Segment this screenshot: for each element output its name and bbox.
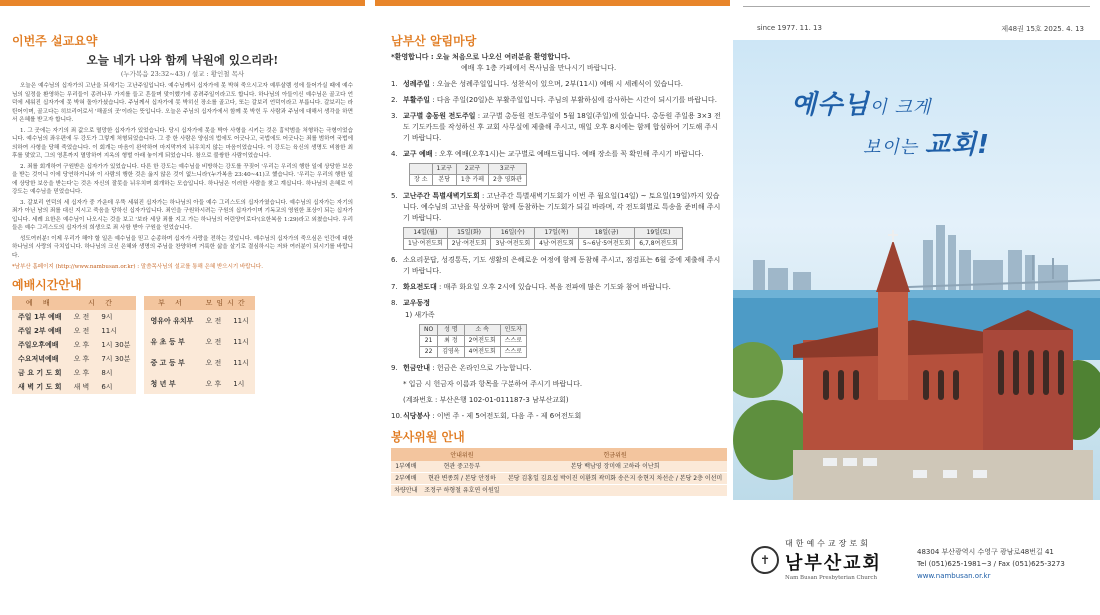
- table-cell: 오 전: [73, 313, 90, 321]
- item-body: [403, 282, 671, 293]
- table-cell: 오 후: [205, 379, 222, 388]
- table-cell: 3교구: [489, 164, 527, 175]
- district-place-table: [409, 163, 527, 186]
- table-cell: 현관 변종희 / 본당 안정하: [421, 473, 504, 485]
- welcome-notice: [391, 52, 722, 74]
- item-heading: 교우동정: [403, 299, 431, 307]
- news-section-title: 남부산 알림마당: [391, 34, 477, 48]
- issue-date: 제48권 15호 2025. 4. 13: [1001, 25, 1084, 33]
- item-body: [403, 379, 582, 390]
- top-rule: [743, 6, 1090, 7]
- table-cell: 새 벽: [73, 383, 90, 391]
- table-row: [12, 310, 136, 324]
- slogan-line-2: [863, 124, 990, 161]
- announcement-item: [391, 363, 722, 374]
- table-header: 헌금위원: [503, 448, 727, 461]
- item-heading: 식당봉사: [403, 412, 431, 420]
- announcement-item: [391, 298, 722, 309]
- church-identity: [751, 538, 882, 581]
- table-row: [420, 336, 527, 347]
- item-text: : 교구별 총동원 전도주일이 5월 18일(주일)에 있습니다. 총동원 주일용 3×3 전도 기도카드를 작성하신 후 교회 사무실에 제출해 주시고, 매일 오후 8시에는 함께 합심하여 기도해 주시기 바랍니다.: [403, 112, 721, 142]
- table-cell: 8시: [101, 369, 113, 377]
- table-cell: 본당: [432, 175, 456, 186]
- volunteers-section-title: 봉사위원 안내: [391, 430, 465, 444]
- table-row: [391, 461, 727, 473]
- address: 48304 부산광역시 수영구 광남로48번길 41: [917, 548, 1054, 556]
- announcement-item: [391, 149, 722, 160]
- sermon-title: 오늘 네가 나와 함께 낙원에 있으리라!: [86, 53, 279, 67]
- item-number: 8.: [391, 299, 398, 307]
- church-logo-icon: ✝: [751, 546, 779, 574]
- table-cell: 2여전도회: [464, 336, 500, 347]
- announcement-item: [391, 79, 722, 90]
- table-cell: 차량안내: [391, 485, 421, 497]
- table-cell: 성 명: [438, 325, 464, 336]
- website-link[interactable]: www.nambusan.or.kr: [917, 572, 991, 580]
- table-header: 안내위원: [421, 448, 504, 461]
- item-text: : 다음 주일(20일)은 부활주일입니다. 주님의 부활하심에 감사하는 시간이 되시기를 바랍니다.: [430, 96, 717, 104]
- table-cell: 1층 카페: [456, 175, 488, 186]
- table-cell: 1시: [233, 379, 245, 388]
- slogan-word: 예수님: [791, 90, 870, 120]
- table-cell: 14일(월): [404, 228, 448, 239]
- table-cell: 16일(수): [491, 228, 535, 239]
- table-cell: 1시 30분: [101, 341, 131, 349]
- table-cell: 2남·여전도회: [447, 239, 491, 250]
- sermon-section-title: 이번주 설교요약: [12, 34, 98, 48]
- welcome-line-2: 예배 후 1층 카페에서 목사님을 만나시기 바랍니다.: [461, 64, 617, 72]
- table-header: 예 배: [12, 296, 68, 310]
- table-cell: 인도자: [500, 325, 526, 336]
- table-row: [12, 338, 136, 352]
- table-cell: 1남·여전도회: [404, 239, 448, 250]
- item-number: 7.: [391, 283, 398, 291]
- slogan-word: 이 크게: [869, 97, 932, 118]
- item-text: : 고난주간 특별새벽기도회가 이번 주 월요일(14일) ~ 토요일(19일)까지 있습니다. 예수님의 고난을 묵상하며 함께 동참하는 기도회가 되길 바라며, 각 전도회별로 특송을 준비해 주시기 바랍니다.: [403, 192, 721, 222]
- item-number: 3.: [391, 112, 398, 120]
- newcomer-table: [419, 324, 527, 358]
- item-text: * 입금 시 헌금자 이름과 항목을 구분하여 주시기 바랍니다.: [403, 380, 583, 388]
- item-number: 10.: [391, 412, 403, 420]
- table-cell: 11시: [233, 337, 249, 346]
- denomination: 대한예수교장로회: [785, 539, 871, 548]
- item-heading: 부활주일: [403, 96, 431, 104]
- table-cell: 수요저녁예배: [18, 355, 59, 363]
- item-body: [403, 411, 581, 422]
- table-cell: 오 후: [73, 355, 90, 363]
- since-date: since 1977. 11. 13: [757, 24, 822, 32]
- table-cell: NO: [420, 325, 438, 336]
- table-cell: 6,7,8여전도회: [635, 239, 682, 250]
- table-cell: 주일오후예배: [18, 341, 59, 349]
- table-row: [144, 331, 254, 352]
- table-cell: 금 요 기 도 회: [18, 369, 62, 377]
- table-row: [144, 310, 254, 331]
- department-times-table: [144, 296, 254, 394]
- sermon-subtitle: (누가복음 23:32~43) / 설교 : 황인철 목사: [120, 70, 245, 78]
- item-body: [403, 255, 722, 277]
- table-row: [12, 380, 136, 394]
- sermon-paragraph: 1. 그 곳에는 자기의 죄 값으로 멸망한 십자가가 있었습니다. 당시 십자가에 못을 박아 사형을 시키는 것은 흉악범을 처형하는 극형이었습니다. 예수님의 좌우편에 두 강도가 그렇게 처형되었습니다. 그 중 한 사람은 양심의 법에도 어긋나고, 국법에도 어긋나는 죄를 범하여 국법에 의하여 사형을 당해 죽었습니다. 이 회개는 마음이 완악하여 마지막까지 뉘우치지 않는 마음이었습니다. 이 강도는 육신의 생명도 비참한 최후를 맞았고, 그의 영혼까지 멸망하여 지옥의 형벌 아래 놓이게 되었습니다. 참으로 불쌍한 사람이었습니다.: [12, 127, 353, 159]
- table-cell: 11시: [233, 358, 249, 367]
- newcomer-label: 1) 새가족: [405, 311, 435, 319]
- table-cell: [503, 485, 727, 497]
- table-cell: 유 초 등 부: [150, 337, 185, 346]
- prayer-schedule-table: [403, 227, 683, 250]
- table-cell: 1교구: [432, 164, 456, 175]
- announcement-item: [391, 111, 722, 144]
- table-cell: 새 벽 기 도 회: [18, 383, 62, 391]
- item-text: : 오늘은 성례주일입니다. 성찬식이 있으며, 2부(11시) 예배 시 세례식이 있습니다.: [430, 80, 684, 88]
- table-row: [391, 473, 727, 485]
- sermon-footnote: *남부산 홈페이지 (http://www.nambusan.or.kr) : 말씀목사님의 설교를 통해 은혜 받으시기 바랍니다.: [12, 264, 263, 270]
- item-text: : 이번 주 - 제 5여전도회, 다음 주 - 제 6여전도회: [430, 412, 582, 420]
- table-cell: 22: [420, 347, 438, 358]
- table-cell: 5~6남·5여전도회: [578, 239, 634, 250]
- table-cell: 본당 김홍일 김요섭 박이진 이환희 곽미화 송은지 송현지 차선순 / 본당 2층 이선미: [503, 473, 727, 485]
- table-cell: 영유아 유치부: [150, 316, 194, 325]
- announcement-item: [391, 395, 722, 406]
- table-cell: 스스로: [500, 347, 526, 358]
- table-cell: 주일 1부 예배: [18, 313, 62, 321]
- table-cell: 1부예배: [391, 461, 421, 473]
- item-body: [403, 191, 722, 224]
- announcement-item: [391, 282, 722, 293]
- table-header: 모임시간: [199, 296, 254, 310]
- item-text: : 오후 예배(오후1시)는 교구별로 예배드립니다. 예배 장소를 꼭 확인해 주시기 바랍니다.: [432, 150, 704, 158]
- item-body: [403, 111, 722, 144]
- table-cell: 장 소: [410, 175, 433, 186]
- table-cell: 21: [420, 336, 438, 347]
- item-body: [403, 149, 704, 160]
- sermon-paragraph: 3. 갈보리 언덕의 세 십자가 중 가운데 우뚝 세워진 십자가는 하나님의 아들 예수 그리스도의 십자가였습니다. 예수님의 십자가는 자기의 죄가 아닌 남의 죄를 대신 지시고 죽음을 당하신 십자가입니다. 죄인을 구원하시려는 구원의 십자가이며 기독교의 영원한 표상이 되는 십자가입니다. 세례 요한은 예수님이 나오시는 것을 보고 '보라 세상 죄를 지고 가는 하나님의 어린양이로다'(요한복음 1:29)라고 외쳤습니다. 우리들은 예수 그리스도의 십자가의 희생으로 죄 사함 받아 구원을 얻었습니다.: [12, 199, 353, 231]
- services-section-title: 예배시간안내: [12, 278, 82, 292]
- table-cell: 15일(화): [447, 228, 491, 239]
- table-cell: 11시: [233, 316, 249, 325]
- table-cell: 본당 백남영 장미애 고하라 이난희: [503, 461, 727, 473]
- sermon-paragraph: 오늘은 예수님의 십자가의 고난을 되새기는 고난주일입니다. 예수님께서 십자가에 못 박혀 죽으시고자 예루살렘 성에 들어가실 때에 예수님의 일정을 환영하는 무리들이 종려나무 가지를 들고 흔들며 맞이했기에 종려주일이라고도 합니다. 하나님의 아들이신 예수님은 골고다 언덕에 세워진 십자가에 못 박혀 돌아가셨습니다. 주님께서 십자가에 못 박히신 장소를 골고다, 또는 갈보리 언덕이라고 부릅니다. 갈보리는 라틴어이며, 골고다는 히브리어로서 '해골의 곳'이라는 뜻입니다. 오늘은 주님의 십자가에서 함께 못 박힌 두 사람과 주님에 대해서 생각을 하면서 은혜를 받고자 합니다.: [12, 83, 353, 123]
- announcements-panel: [375, 0, 730, 615]
- item-number: 1.: [391, 80, 398, 88]
- item-heading: 화요전도대: [403, 283, 437, 291]
- table-cell: 7시 30분: [101, 355, 131, 363]
- sermon-paragraph: 성도여러분! 이제 우리가 해야 할 일은 예수님을 믿고 순종하며 십자가 사랑을 전하는 것입니다. 예수님의 십자가의 죽으심은 인간에 대한 하나님의 사랑의 극치입니다. 하나님의 크신 은혜와 생명의 주님을 찬양하며 거룩한 삶을 살기로 결심하시는 저와 여러분이 되시기를 바랍니다.: [12, 235, 353, 259]
- table-row: [144, 352, 254, 373]
- table-cell: 김영옥: [438, 347, 464, 358]
- announcement-item: [391, 379, 722, 390]
- volunteers-table: [391, 448, 727, 497]
- table-cell: 6시: [101, 383, 113, 391]
- table-cell: 오 전: [73, 327, 90, 335]
- item-heading: 교구별 총동원 전도주일: [403, 112, 476, 120]
- table-cell: 2층 영화관: [489, 175, 527, 186]
- table-cell: 3남·여전도회: [491, 239, 535, 250]
- table-cell: 중 고 등 부: [150, 358, 185, 367]
- table-cell: 오 후: [73, 369, 90, 377]
- item-number: 4.: [391, 150, 398, 158]
- item-body: [403, 298, 430, 309]
- item-text: : 헌금은 온라인으로 가능합니다.: [430, 364, 532, 372]
- welcome-line: *환영합니다 : 오늘 처음으로 나오신 여러분을 환영합니다.: [391, 53, 571, 61]
- table-row: [391, 485, 727, 497]
- table-cell: 11시: [101, 327, 117, 335]
- table-header: 시 간: [68, 296, 137, 310]
- item-number: 5.: [391, 192, 398, 200]
- table-cell: 최 정: [438, 336, 464, 347]
- slogan-word: 보이는: [863, 137, 925, 158]
- table-cell: 19일(토): [635, 228, 682, 239]
- announcement-item: [391, 95, 722, 106]
- announcement-item: [391, 411, 722, 422]
- church-name-block: [785, 538, 882, 581]
- table-cell: 현관 중고등부: [421, 461, 504, 473]
- announcement-item: [391, 191, 722, 224]
- phone-fax: Tel (051)625-1981~3 / Fax (051)625-3273: [917, 560, 1065, 568]
- church-name-english: Nam Busan Presbyterian Church: [785, 575, 878, 581]
- item-heading: 교구 예배: [403, 150, 433, 158]
- item-body: [403, 363, 531, 374]
- services-tables: [12, 296, 353, 394]
- table-cell: 조정구 하형철 유호연 이원일: [421, 485, 504, 497]
- table-cell: 오 전: [205, 358, 222, 367]
- item-number: [391, 379, 403, 390]
- item-number: 2.: [391, 96, 398, 104]
- table-cell: 18일(금): [578, 228, 634, 239]
- item-text: : 매주 화요일 오후 2시에 있습니다. 복음 전파에 많은 기도와 참여 바랍니다.: [436, 283, 671, 291]
- table-header: [391, 448, 421, 461]
- church-name: 남부산교회: [785, 553, 882, 574]
- table-row: [12, 324, 136, 338]
- item-text: 소요리문답, 성경통독, 기도 생활의 은혜로운 여정에 함께 동참해 주시고, 점검표는 6월 중에 제출해 주시기 바랍니다.: [403, 256, 721, 275]
- slogan-line-1: [791, 84, 931, 121]
- table-cell: 2교구: [456, 164, 488, 175]
- item-body: [403, 95, 717, 106]
- item-number: [391, 395, 403, 406]
- table-cell: 청 년 부: [150, 379, 176, 388]
- table-row: [12, 366, 136, 380]
- item-body: [403, 395, 569, 406]
- table-cell: 4남·여전도회: [535, 239, 579, 250]
- worship-times-table: [12, 296, 136, 394]
- sermon-body: [12, 82, 353, 260]
- table-header: 부 서: [144, 296, 199, 310]
- item-text: (계좌번호 : 부산은행 102-01-011187-3 남부산교회): [403, 396, 569, 404]
- item-number: 6.: [391, 256, 398, 264]
- table-cell: 소 속: [464, 325, 500, 336]
- table-cell: 스스로: [500, 336, 526, 347]
- table-cell: 오 전: [205, 316, 222, 325]
- item-body: [403, 79, 683, 90]
- table-cell: 2부예배: [391, 473, 421, 485]
- item-number: 9.: [391, 364, 398, 372]
- table-cell: 오 후: [73, 341, 90, 349]
- table-row: [144, 373, 254, 394]
- table-cell: 9시: [101, 313, 113, 321]
- item-heading: 고난주간 특별새벽기도회: [403, 192, 480, 200]
- contact-info: [917, 546, 1065, 582]
- table-row: [420, 347, 527, 358]
- table-cell: 주일 2부 예배: [18, 327, 62, 335]
- table-row: [12, 352, 136, 366]
- item-heading: 성례주일: [403, 80, 431, 88]
- table-cell: [410, 164, 433, 175]
- item-heading: 헌금안내: [403, 364, 431, 372]
- slogan-word: 교회!: [924, 130, 990, 160]
- announcement-item: [391, 255, 722, 277]
- table-cell: 오 전: [205, 337, 222, 346]
- cover-panel: [733, 0, 1100, 615]
- table-cell: 17일(목): [535, 228, 579, 239]
- table-cell: 4여전도회: [464, 347, 500, 358]
- sermon-panel: [0, 0, 365, 615]
- sermon-paragraph: 2. 죄를 회개하여 구원받은 십자가가 있었습니다. 다른 한 강도는 예수님을 비방하는 강도를 꾸짖어 '우리는 우리의 행한 일에 상당한 보응을 받는 것이니 이에 당연하거니와 이 사람의 행한 것은 옳지 않은 것이 없느니라'(누가복음 23:40~41)고 했습니다. '우리는 우리의 행한 일에 상당한 보응을 받는다'는 것은 자신의 잘못을 뉘우치며 회개하는 모습입니다. 하나님은 이러한 사람을 찾고 계십니다. 하나님의 은혜로 이 강도는 예수님을 믿었습니다.: [12, 163, 353, 195]
